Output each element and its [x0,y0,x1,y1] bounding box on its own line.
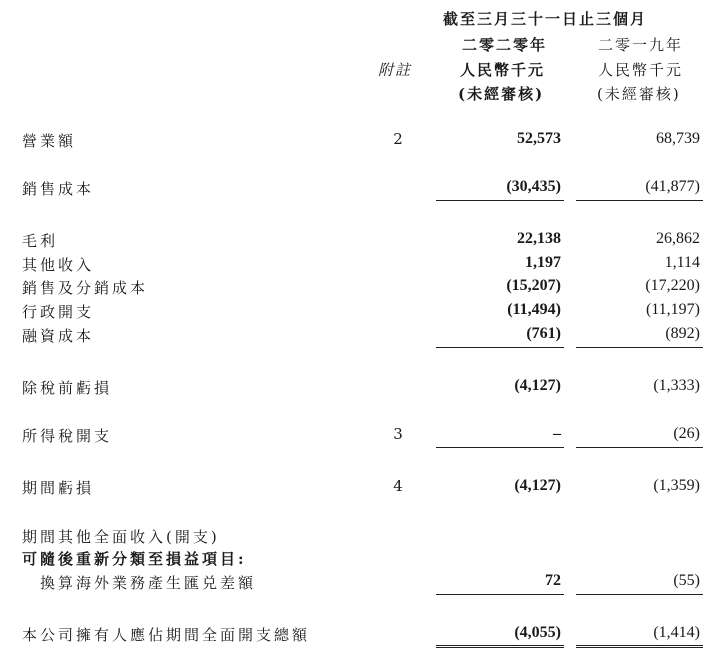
row-2020-finance-costs: (761) [526,325,561,342]
row-2020-gross-profit: 22,138 [517,230,561,247]
subtotal-rule-2020 [436,347,564,348]
subtotal-rule-2020 [436,594,564,595]
row-label-oci-heading: 期間其他全面收入(開支) [22,528,220,546]
row-label-gross-profit: 毛利 [22,232,59,250]
row-note-loss-for-period: 4 [393,477,403,495]
row-label-distribution-costs: 銷售及分銷成本 [22,279,149,297]
row-2019-finance-costs: (892) [665,325,700,342]
row-label-admin-expenses: 行政開支 [22,303,95,321]
subtotal-rule-2020 [436,447,564,448]
row-2019-revenue: 68,739 [656,130,700,147]
row-2020-loss-before-tax: (4,127) [514,377,561,394]
row-2019-loss-before-tax: (1,333) [653,377,700,394]
row-note-income-tax: 3 [393,425,403,443]
notes-header: 附註 [378,61,413,79]
row-2020-other-income: 1,197 [525,254,561,271]
col2-year: 二零一九年 [598,36,684,54]
row-label-finance-costs: 融資成本 [22,327,95,345]
row-label-revenue: 營業額 [22,132,77,150]
row-label-total-comprehensive: 本公司擁有人應佔期間全面開支總額 [22,626,311,644]
row-2019-loss-for-period: (1,359) [653,477,700,494]
subtotal-rule-2019 [576,200,703,201]
row-2019-cost-of-sales: (41,877) [645,178,700,195]
row-label-exchange-differences: 換算海外業務產生匯兑差額 [40,574,257,592]
row-2019-admin-expenses: (11,197) [645,301,700,318]
row-label-loss-for-period: 期間虧損 [22,479,95,497]
row-2020-exchange-differences: 72 [545,572,561,589]
row-2020-admin-expenses: (11,494) [507,301,561,318]
col2-unit: 人民幣千元 [598,61,684,79]
row-label-loss-before-tax: 除稅前虧損 [22,379,113,397]
subtotal-rule-2020 [436,200,564,201]
subtotal-rule-2019 [576,594,703,595]
total-double-rule-2019 [576,645,703,648]
row-label-other-income: 其他收入 [22,256,95,274]
row-2020-revenue: 52,573 [517,130,561,147]
col2-audit: (未經審核) [597,85,681,103]
col1-unit: 人民幣千元 [460,61,546,79]
period-header: 截至三月三十一日止三個月 [443,10,648,28]
row-label-income-tax: 所得稅開支 [22,427,113,445]
col1-year: 二零二零年 [462,36,548,54]
row-2019-total-comprehensive: (1,414) [653,624,700,641]
row-label-reclassify-heading: 可隨後重新分類至損益項目: [22,550,247,568]
row-2019-distribution-costs: (17,220) [645,277,700,294]
subtotal-rule-2019 [576,447,703,448]
row-2019-exchange-differences: (55) [673,572,700,589]
row-2019-income-tax: (26) [673,425,700,442]
row-2020-loss-for-period: (4,127) [514,477,561,494]
row-2019-other-income: 1,114 [664,254,700,271]
row-2020-distribution-costs: (15,207) [506,277,561,294]
row-2020-income-tax: – [553,425,561,442]
row-2020-total-comprehensive: (4,055) [514,624,561,641]
subtotal-rule-2019 [576,347,703,348]
row-2019-gross-profit: 26,862 [656,230,700,247]
row-2020-cost-of-sales: (30,435) [506,178,561,195]
col1-audit: (未經審核) [458,85,545,103]
row-note-revenue: 2 [393,130,403,148]
total-double-rule-2020 [436,645,564,648]
row-label-cost-of-sales: 銷售成本 [22,180,95,198]
